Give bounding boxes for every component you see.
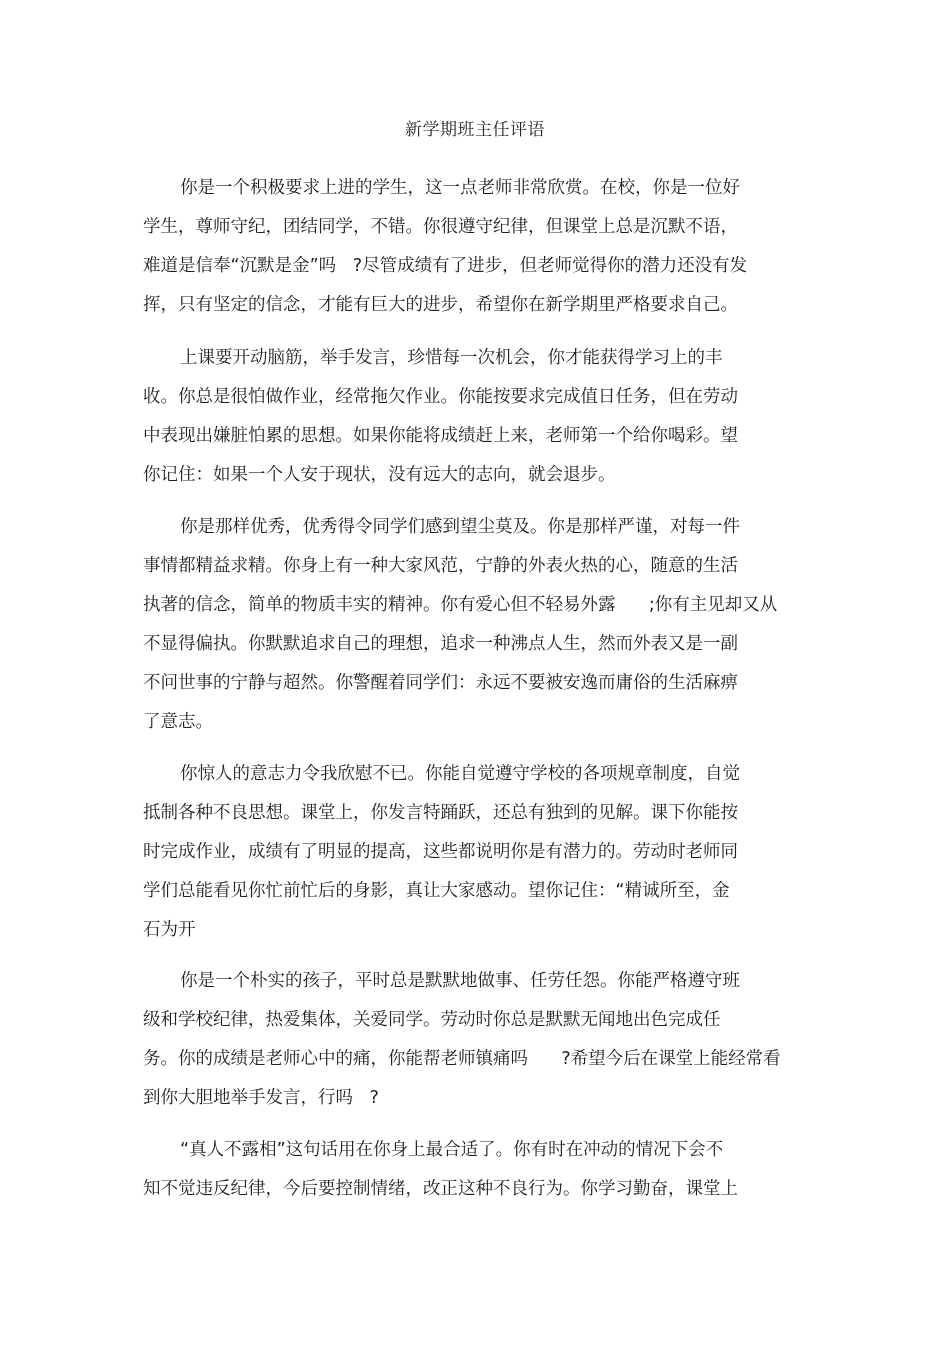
paragraph-3: [143, 508, 823, 742]
text-line: 中表现出嫌脏怕累的思想。如果你能将成绩赶上来，老师第一个给你喝彩。望: [143, 426, 738, 446]
text-line: 挥，只有坚定的信念，才能有巨大的进步，希望你在新学期里严格要求自己。: [143, 295, 738, 315]
text-line: 你记住：如果一个人安于现状，没有远大的志向，就会退步。: [143, 465, 616, 485]
paragraph-2: [143, 339, 823, 495]
text-line: 事情都精益求精。你身上有一种大家风范，宁静的外表火热的心，随意的生活: [143, 556, 738, 576]
text-line: 了意志。: [143, 712, 213, 732]
text-line: 上课要开动脑筋，举手发言，珍惜每一次机会，你才能获得学习上的丰: [180, 348, 723, 368]
text-line: 不问世事的宁静与超然。你警醒着同学们：永远不要被安逸而庸俗的生活麻痹: [143, 673, 738, 693]
text-line: 你是那样优秀，优秀得令同学们感到望尘莫及。你是那样严谨，对每一件: [180, 517, 740, 537]
text-line: 执著的信念，简单的物质丰实的精神。你有爱心但不轻易外露 ;你有主见却又从: [143, 595, 778, 615]
text-line: 务。你的成绩是老师心中的痛，你能帮老师镇痛吗 ?希望今后在课堂上能经常看: [143, 1049, 781, 1069]
text-line: 你是一个朴实的孩子，平时总是默默地做事、任劳任怨。你能严格遵守班: [180, 971, 740, 991]
text-line: “真人不露相”这句话用在你身上最合适了。你有时在冲动的情况下会不: [180, 1140, 724, 1160]
paragraph-1: [143, 169, 823, 325]
text-line: 石为开: [143, 920, 196, 940]
text-line: 学们总能看见你忙前忙后的身影，真让大家感动。望你记住：“精诚所至，金: [143, 881, 730, 901]
text-line: 难道是信奉“沉默是金”吗 ?尽管成绩有了进步，但老师觉得你的潜力还没有发: [143, 256, 748, 276]
text-line: 不显得偏执。你默默追求自己的理想，追求一种沸点人生，然而外表又是一副: [143, 634, 738, 654]
paragraph-4: [143, 755, 823, 950]
text-line: 到你大胆地举手发言，行吗 ?: [143, 1088, 379, 1108]
text-line: 你是一个积极要求上进的学生，这一点老师非常欣赏。在校，你是一位好: [180, 178, 740, 198]
text-line: 抵制各种不良思想。课堂上，你发言特踊跃，还总有独到的见解。课下你能按: [143, 803, 738, 823]
text-line: 级和学校纪律，热爱集体，关爱同学。劳动时你总是默默无闻地出色完成任: [143, 1010, 721, 1030]
paragraph-5: [143, 962, 823, 1118]
text-line: 知不觉违反纪律，今后要控制情绪，改正这种不良行为。你学习勤奋，课堂上: [143, 1179, 738, 1199]
text-line: 收。你总是很怕做作业，经常拖欠作业。你能按要求完成值日任务，但在劳动: [143, 387, 738, 407]
text-line: 时完成作业，成绩有了明显的提高，这些都说明你是有潜力的。劳动时老师同: [143, 842, 738, 862]
text-line: 你惊人的意志力令我欣慰不已。你能自觉遵守学校的各项规章制度，自觉: [180, 764, 740, 784]
text-line: 学生，尊师守纪，团结同学，不错。你很遵守纪律，但课堂上总是沉默不语，: [143, 217, 738, 237]
paragraph-6: [143, 1131, 823, 1209]
document-title: 新学期班主任评语: [405, 120, 545, 140]
